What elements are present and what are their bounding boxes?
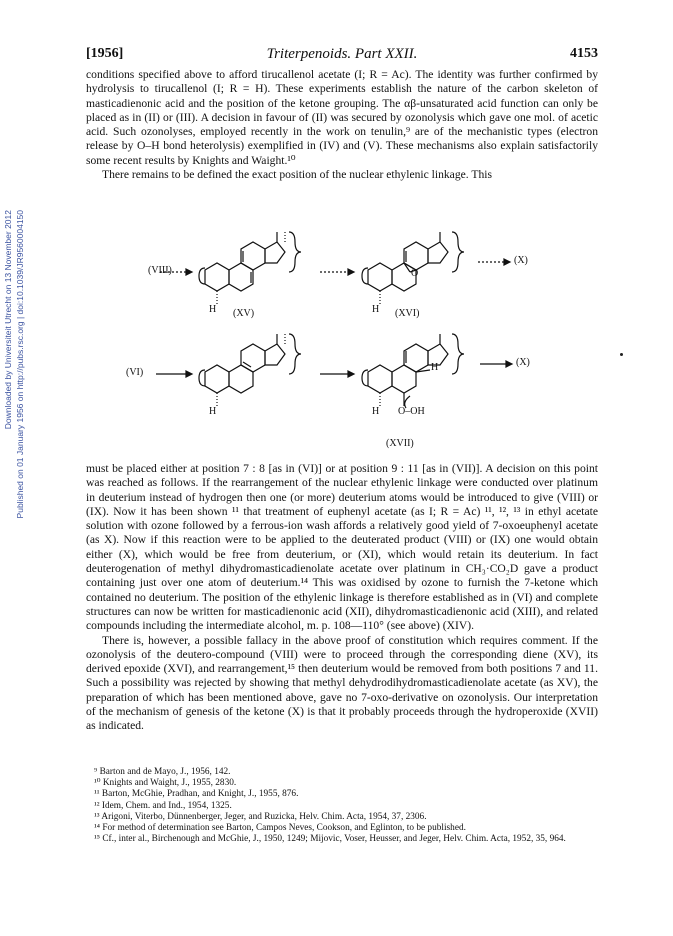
compound-label: (XVI) [395,308,420,319]
footnote: ¹⁵ Cf., inter al., Birchenough and McGhie, J., 1950, 1249; Mijovic, Voser, Heusser, and Jeger, Helv. Chim. Acta, 1952, 35, 964. [94,834,566,845]
publication-notice[interactable]: Published on 01 January 1956 on http://pubs.rsc.org | doi:10.1039/JR9560004150 [15,210,25,519]
hydrogen-label: H [431,362,439,373]
paragraph: There is, however, a possible fallacy in the above proof of constitution which requires comment. If the ozonolysis of the deutero-compound (VIII) were to proceed through the corresponding diene (XV), its derived epoxide (XVI), and rearrangement,¹⁵ then deuterium would be removed from both positions 7 and 11. Such a possibility was rejected by showing that methyl dehydrodihydromasticadienolate acetate (as XV), the preparation of which has been mentioned above, gave no 7-oxo-derivative on ozonolysis. Our interpretation of the mechanism of genesis of the ketone (X) is that it probably proceeds through the hydroperoxide (XVII) as indicated. [86,633,598,733]
paragraph: There remains to be defined the exact position of the nuclear ethylenic linkage. This [102,168,492,182]
hydroperoxide-label: O–OH [398,406,425,417]
footnote: ¹⁴ For method of determination see Barton, Campos Neves, Cookson, and Eglinton, to be published. [94,823,466,834]
solid-arrow [320,371,354,377]
footnote: ¹⁰ Knights and Waight, J., 1955, 2830. [94,778,237,789]
oxygen-label: O [411,268,419,279]
solid-arrow [156,371,192,377]
scheme-drawing [120,210,560,458]
compound-label: (X) [514,255,528,266]
top-paragraphs [86,68,598,182]
solid-arrow [480,361,512,367]
hydrogen-label: H [372,304,380,315]
dotted-arrow [320,269,354,275]
footnotes [86,767,598,845]
paragraph: conditions specified above to afford tirucallenol acetate (I; R = Ac). The identity was further confirmed by hydrolysis to tirucallenol (I; R = H). These experiments establish the nature of the carbon skeleton of masticadienonic acid and the position of the ketone grouping. The αβ-unsaturated acid function can only be placed as in (II) or (III). A decision in favour of (II) was secured by ozonolysis which gave one mol. of acetic acid. Such ozonolyses, employed recently in the work on tenulin,⁹ are of the mechanistic types (electron release by O–H bond heterolysis) exemplified in (IV) and (V). These mechanisms also explain satisfactorily some recent results by Knights and Waight.¹⁰ [86,68,598,167]
hydrogen-label: H [209,406,217,417]
hydrogen-label: H [372,406,380,417]
structure-xv [199,232,301,305]
footnote: ¹² Idem, Chem. and Ind., 1954, 1325. [94,800,232,811]
compound-label: (XV) [233,308,255,319]
download-watermark [0,210,30,570]
page-number: 4153 [570,46,598,61]
running-title: Triterpenoids. Part XXII. [266,46,418,62]
structure-xvii [362,334,464,408]
journal-year: [1956] [86,46,124,61]
footnote: ⁹ Barton and de Mayo, J., 1956, 142. [94,767,231,777]
paragraph: must be placed either at position 7 : 8 [as in (VI)] or at position 9 : 11 [as in (VII)]. A decision on this point was reached as follows. If the rearrangement of the nuclear ethylenic linkage were conducted over platinum in deuterium instead of hydrogen then one (or more) deuterium atoms would be introduced to give (VIII) or (IX). Now it has been shown ¹¹ that treatment of euphenyl acetate (as I; R = Ac) ¹¹, ¹², ¹³ in ethyl acetate solution with ozone followed by a ferrous-ion wash affords a relatively good yield of 7-oxoeuphenyl acetate (as X). Now if this reaction were to be applied to the deuterated product (VIII) or (IX) one would obtain either (X), which would be free from deuterium, or (XI), which would retain its deuterium. In fact deuterogenation of methyl dihydromasticadienolate acetate over platinum in CH₃·CO₂D gave a product containing just over one atom of deuterium.¹⁴ This was oxidised by ozone to furnish the 7-ketone which contained no deuterium. The position of the ethylenic linkage is therefore established as in (VI) and complete structures can now be written for masticadienonic acid (XII), dihydromasticadienonic acid (XIII), and related compounds including the intermediate alcohol, m. p. 108—110° (see above) (XIV). [86,462,598,633]
hydrogen-label: H [209,304,217,315]
running-header [86,46,598,66]
compound-label: (VIII) [148,265,172,276]
stray-mark [620,353,623,356]
compound-label: (X) [516,357,530,368]
download-notice[interactable]: Downloaded by Universiteit Utrecht on 13 November 2012 [3,210,13,430]
compound-label: (VI) [126,367,144,378]
structure-vi [199,334,301,406]
compound-label: (XVII) [386,438,414,449]
footnote: ¹¹ Barton, McGhie, Pradhan, and Knight, J., 1955, 876. [94,789,299,800]
reaction-scheme [120,210,560,458]
middle-paragraphs [86,462,598,734]
footnote: ¹³ Arigoni, Viterbo, Dünnenberger, Jeger, and Ruzicka, Helv. Chim. Acta, 1954, 37, 2306. [94,811,427,822]
dotted-arrow [478,259,510,265]
